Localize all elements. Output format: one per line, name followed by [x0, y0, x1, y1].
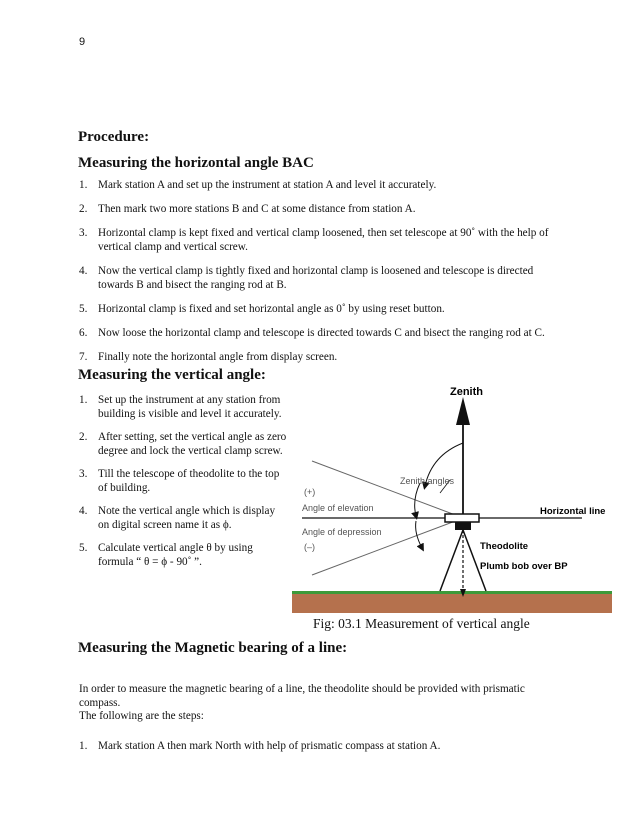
- zenith-arrowhead: [456, 397, 470, 425]
- section1-heading: Measuring the horizontal angle BAC: [78, 155, 314, 171]
- theodolite-telescope: [445, 514, 479, 522]
- step-number: 3.: [79, 227, 88, 239]
- step-number: 1.: [79, 740, 88, 752]
- list-item: [79, 326, 569, 340]
- step-text: Now loose the horizontal clamp and telescope is directed towards C and bisect the ranging rod at C.: [98, 327, 545, 339]
- step-text: Mark station A then mark North with help of prismatic compass at station A.: [98, 740, 441, 752]
- step-text: Calculate vertical angle θ by using formula “ θ = ϕ - 90˚ ”.: [98, 542, 253, 568]
- step-text: Mark station A and set up the instrument at station A and level it accurately.: [98, 179, 437, 191]
- list-item: [79, 226, 569, 254]
- step-text: Set up the instrument at any station from building is visible and level it accurately.: [98, 394, 282, 420]
- section2-heading: Measuring the vertical angle:: [78, 367, 266, 383]
- ground-strip: [292, 594, 612, 613]
- list-item: [79, 430, 289, 458]
- theodolite-label: Theodolite: [480, 541, 529, 552]
- step-number: 3.: [79, 468, 88, 480]
- list-item: [79, 504, 289, 532]
- list-item: [79, 467, 289, 495]
- step-number: 1.: [79, 394, 88, 406]
- zenith-angles-label: Zenith angles: [400, 476, 455, 486]
- list-item: [79, 264, 569, 292]
- section3-heading: Measuring the Magnetic bearing of a line:: [78, 640, 348, 656]
- elevation-arc: [415, 483, 420, 516]
- step-number: 5.: [79, 542, 88, 554]
- theodolite-body: [455, 522, 471, 530]
- list-item: [79, 541, 289, 569]
- angle-depression-label: Angle of depression: [302, 527, 382, 537]
- step-number: 7.: [79, 351, 88, 363]
- angle-elevation-label: Angle of elevation: [302, 503, 374, 513]
- step-number: 2.: [79, 431, 88, 443]
- step-number: 1.: [79, 179, 88, 191]
- step-text: After setting, set the vertical angle as zero degree and lock the vertical clamp screw.: [98, 431, 287, 457]
- step-text: Horizontal clamp is fixed and set horizontal angle as 0˚ by using reset button.: [98, 303, 445, 315]
- plumb-bob-label: Plumb bob over BP: [480, 561, 568, 572]
- list-item: [79, 350, 569, 364]
- horizontal-line-label: Horizontal line: [540, 506, 606, 517]
- section1-step-list: [79, 178, 569, 374]
- page-number: 9: [79, 36, 86, 48]
- tripod-leg-left: [440, 530, 463, 591]
- plus-label: (+): [304, 487, 316, 497]
- section2-step-list: [79, 393, 289, 578]
- list-item: [79, 302, 569, 316]
- procedure-heading: Procedure:: [78, 129, 150, 145]
- step-number: 5.: [79, 303, 88, 315]
- paragraph-line: In order to measure the magnetic bearing of a line, the theodolite should be provided with prismatic: [79, 683, 525, 695]
- list-item: [79, 202, 569, 216]
- list-item: [79, 178, 569, 192]
- step-text: Then mark two more stations B and C at some distance from station A.: [98, 203, 416, 215]
- paragraph-line: compass.: [79, 696, 121, 709]
- vertical-angle-figure: [292, 383, 612, 613]
- figure-caption: Fig: 03.1 Measurement of vertical angle: [313, 616, 530, 631]
- minus-label: (–): [304, 542, 315, 552]
- zenith-label: Zenith: [450, 386, 483, 398]
- step-text: Note the vertical angle which is display on digital screen name it as ϕ.: [98, 505, 276, 531]
- paragraph-line: The following are the steps:: [79, 710, 204, 722]
- step-text: Finally note the horizontal angle from display screen.: [98, 351, 338, 363]
- section3-step: [79, 740, 569, 752]
- grass-line: [292, 591, 612, 594]
- step-text: Now the vertical clamp is tightly fixed and horizontal clamp is loosened and telescope is directed towards B and bisect the ranging rod at B.: [98, 265, 534, 291]
- list-item: [79, 393, 289, 421]
- section3-paragraph: [79, 683, 559, 724]
- step-number: 4.: [79, 505, 88, 517]
- step-text: Till the telescope of theodolite to the top of building.: [98, 468, 280, 494]
- step-number: 6.: [79, 327, 88, 339]
- step-number: 2.: [79, 203, 88, 215]
- step-text: Horizontal clamp is kept fixed and vertical clamp loosened, then set telescope at 90˚ with the help of vertical clamp and vertical screw.: [98, 227, 549, 253]
- step-number: 4.: [79, 265, 88, 277]
